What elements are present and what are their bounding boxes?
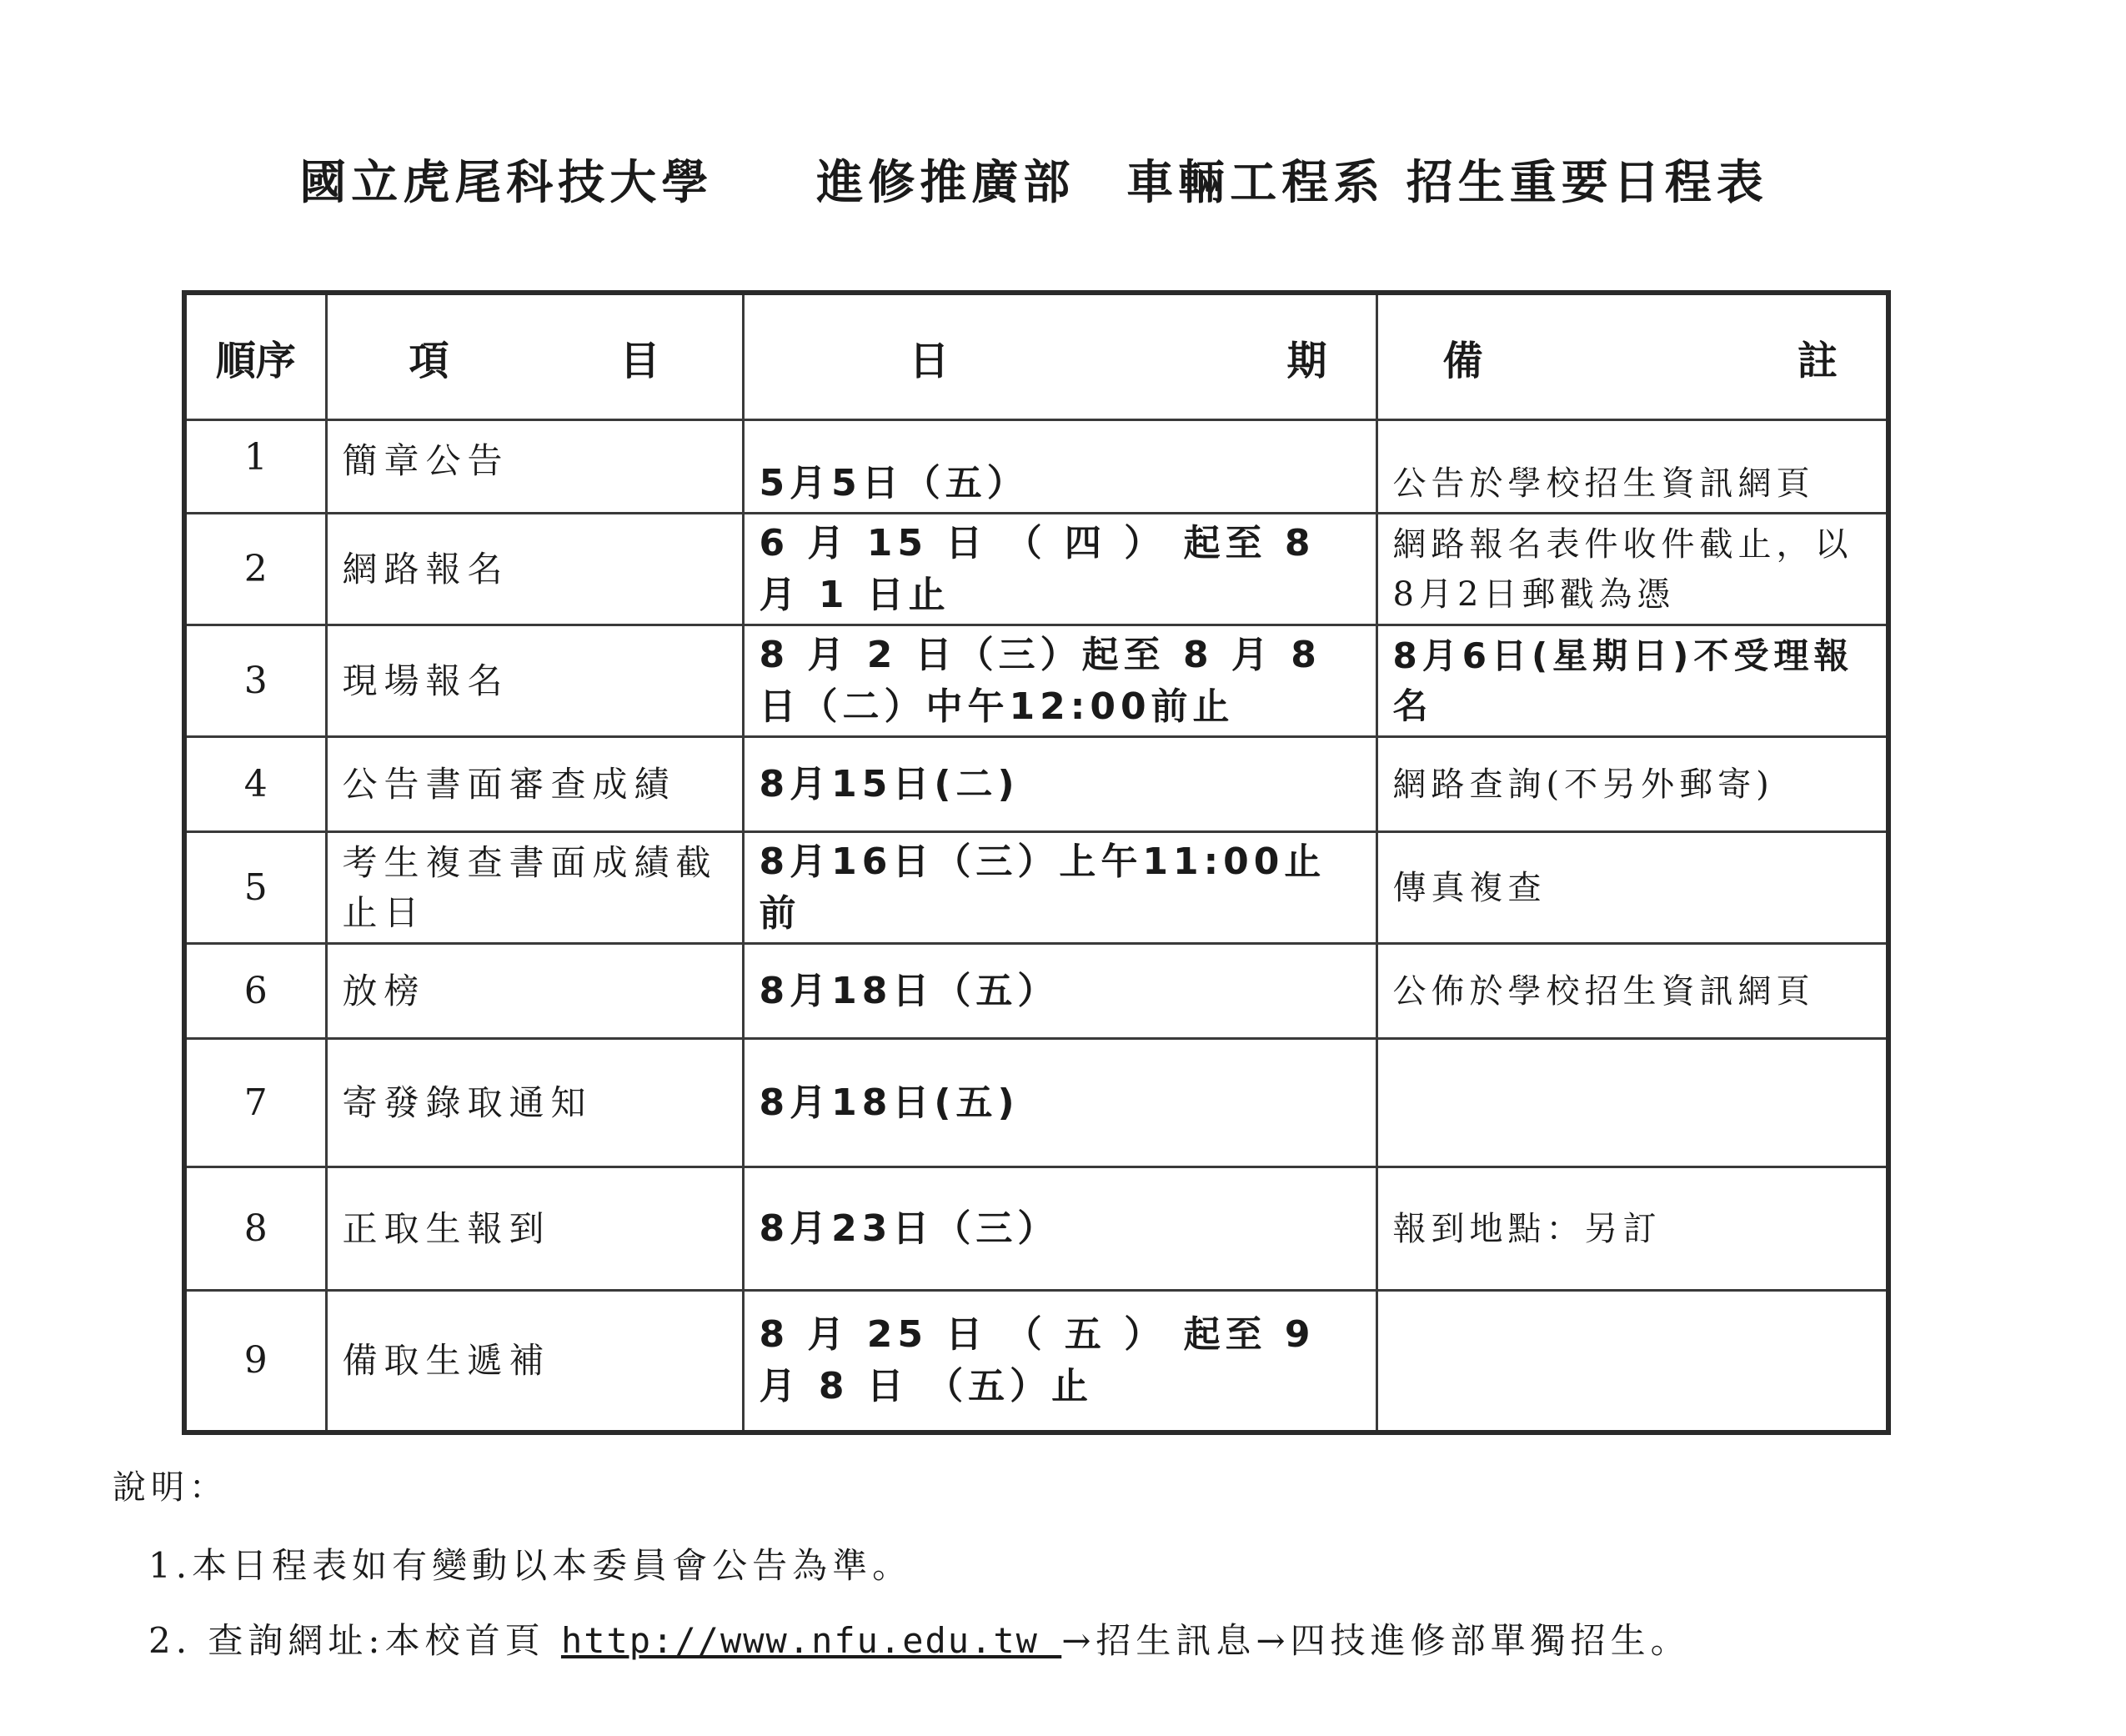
schedule-table [182, 290, 1891, 1435]
website-link[interactable]: http://www.nfu.edu.tw [560, 1620, 1062, 1661]
table-row [184, 625, 1888, 737]
row-note: 網路報名表件收件截止，以8月2日郵戳為憑 [1376, 514, 1888, 625]
note-line-2 [148, 1613, 1691, 1663]
row-note: 公佈於學校招生資訊網頁 [1376, 944, 1888, 1039]
note-line-1: 1.本日程表如有變動以本委員會公告為準。 [148, 1545, 913, 1586]
row-item: 寄發錄取通知 [326, 1039, 743, 1167]
notes-label: 說明： [113, 1468, 228, 1507]
row-date: 8月18日(五) [743, 1039, 1376, 1167]
table-row [184, 1167, 1888, 1291]
row-item: 網路報名 [326, 514, 743, 625]
row-item: 公告書面審查成績 [326, 737, 743, 832]
row-note: 公告於學校招生資訊網頁 [1376, 420, 1888, 514]
row-date: 8月16日（三）上午11:00止前 [743, 832, 1376, 944]
table-row [184, 1291, 1888, 1432]
row-seq: 2 [184, 514, 326, 625]
note-line-2-suffix: →招生訊息→四技進修部單獨招生。 [1061, 1620, 1691, 1661]
row-date: 8 月 2 日（三）起至 8 月 8 日（二）中午12:00前止 [743, 625, 1376, 737]
row-seq: 8 [184, 1167, 326, 1291]
table-row [184, 1039, 1888, 1167]
row-seq: 6 [184, 944, 326, 1039]
table-row [184, 514, 1888, 625]
row-date: 8 月 25 日 （ 五 ） 起至 9 月 8 日 （五）止 [743, 1291, 1376, 1432]
row-item: 考生複查書面成績截止日 [326, 832, 743, 944]
row-date: 8月18日（五） [743, 944, 1376, 1039]
header-seq: 順序 [184, 293, 326, 420]
row-seq: 4 [184, 737, 326, 832]
row-date: 8月23日（三） [743, 1167, 1376, 1291]
header-note [1376, 293, 1888, 420]
row-note: 傳真複查 [1376, 832, 1888, 944]
table-row [184, 944, 1888, 1039]
row-note: 報到地點：另訂 [1376, 1167, 1888, 1291]
header-item-part-2: 目 [619, 337, 660, 384]
row-note: 8月6日(星期日)不受理報名 [1376, 625, 1888, 737]
header-note-part-2: 註 [1797, 337, 1838, 384]
row-item: 現場報名 [326, 625, 743, 737]
row-date: 8月15日(二) [743, 737, 1376, 832]
table-row [184, 832, 1888, 944]
row-note: 網路查詢(不另外郵寄) [1376, 737, 1888, 832]
header-date [743, 293, 1376, 420]
row-seq: 3 [184, 625, 326, 737]
row-item: 正取生報到 [326, 1167, 743, 1291]
row-seq: 7 [184, 1039, 326, 1167]
header-date-part-2: 期 [1286, 337, 1327, 384]
row-item: 簡章公告 [326, 420, 743, 514]
row-seq: 5 [184, 832, 326, 944]
row-item: 放榜 [326, 944, 743, 1039]
row-item: 備取生遞補 [326, 1291, 743, 1432]
header-item [326, 293, 743, 420]
header-note-part-1: 備 [1442, 337, 1483, 384]
row-date: 5月5日（五） [743, 420, 1376, 514]
row-note [1376, 1291, 1888, 1432]
header-date-part-1: 日 [909, 337, 950, 384]
page-title: 國立虎尾科技大學 進修推廣部 車輛工程系 招生重要日程表 [299, 156, 1768, 210]
table-row [184, 737, 1888, 832]
header-item-part-1: 項 [409, 337, 449, 384]
row-seq: 1 [184, 420, 326, 514]
row-date: 6 月 15 日 （ 四 ） 起至 8 月 1 日止 [743, 514, 1376, 625]
note-line-2-prefix: 2. 查詢網址:本校首頁 [148, 1620, 561, 1661]
table-row [184, 420, 1888, 514]
row-note [1376, 1039, 1888, 1167]
table-header-row [184, 293, 1888, 420]
row-seq: 9 [184, 1291, 326, 1432]
